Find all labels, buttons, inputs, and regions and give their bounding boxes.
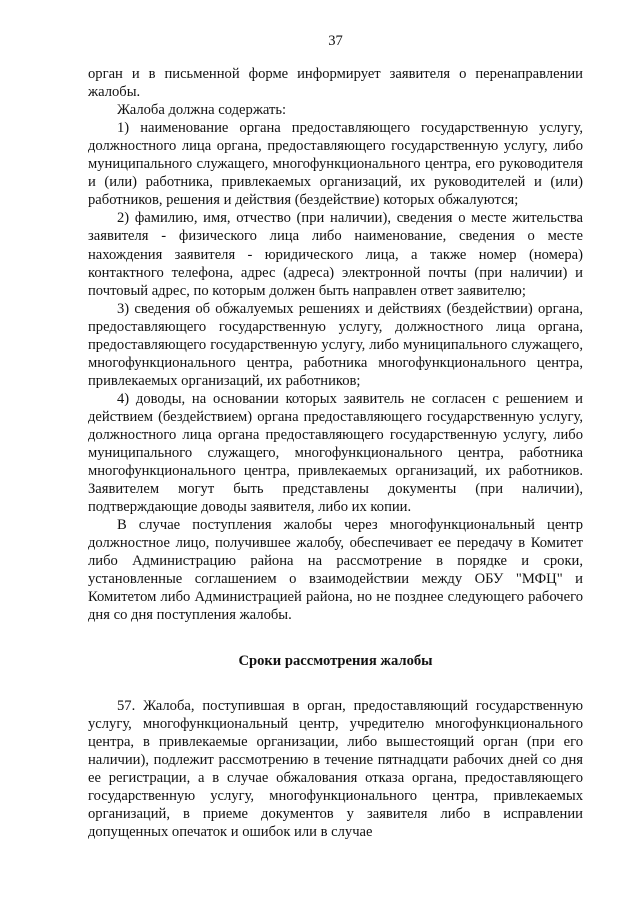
paragraph-57: 57. Жалоба, поступившая в орган, предоставляющий государственную услугу, многофункциональный центр, учредителю многофункционального центра, в привлекаемые организации, либо вышестоящий орган (при его наличии), подлежит рассмотрению в течение пятнадцати рабочих дней со дня ее регистрации, а в случае обжалования отказа органа, предоставляющего государственную услугу, многофункционального центра, привлекаемых организаций, в приеме документов у заявителя либо в исправлении допущенных опечаток и ошибок или в случае (88, 697, 583, 840)
section-heading: Сроки рассмотрения жалобы (238, 652, 433, 669)
paragraph-complaint-contents: Жалоба должна содержать: (117, 102, 287, 119)
paragraph-mfc-transfer: В случае поступления жалобы через многофункциональный центр должностное лицо, получившее жалобу, обеспечивает ее передачу в Комитет либо Администрацию района на рассмотрение в порядке и сроки, установленные соглашением о взаимодействии между ОБУ "МФЦ" и Комитетом либо Администрацией района, но не позднее следующего рабочего дня со дня поступления жалобы. (88, 517, 583, 624)
document-body-bottom (88, 697, 583, 841)
list-item-4: 4) доводы, на основании которых заявитель не согласен с решением и действием (бездействием) органа предоставляющего государственную услугу, должностного лица органа предоставляющего государственную услугу, либо муниципального служащего, многофункционального центра, работника многофункционального центра, привлекаемых организаций, их работников. Заявителем могут быть представлены документы (при наличии), подтверждающие доводы заявителя, либо их копии. (88, 390, 583, 516)
paragraph-continuation: орган и в письменной форме информирует заявителя о перенаправлении жалобы. (88, 66, 583, 101)
page-number: 37 (328, 33, 343, 49)
list-item-2: 2) фамилию, имя, отчество (при наличии), сведения о месте жительства заявителя - физического лица либо наименование, сведения о месте нахождения заявителя - юридического лица, а также номер (номера) контактного телефона, адрес (адреса) электронной почты (при наличии) и почтовый адрес, по которым должен быть направлен ответ заявителю; (88, 210, 583, 299)
list-item-3: 3) сведения об обжалуемых решениях и действиях (бездействии) органа, предоставляющего государственную услугу, должностного лица органа, предоставляющего государственную услугу, либо муниципального служащего, многофункционального центра, работника многофункционального центра, привлекаемых организаций, их работников; (88, 300, 583, 389)
document-body-top (88, 65, 583, 624)
list-item-1: 1) наименование органа предоставляющего государственную услугу, должностного лица органа, предоставляющего государственную услугу, либо муниципального служащего, многофункционального центра, его руководителя и (или) работника, привлекаемых организаций, их руководителей и (или) работников, решения и действия (бездействие) которых обжалуются; (88, 120, 583, 209)
